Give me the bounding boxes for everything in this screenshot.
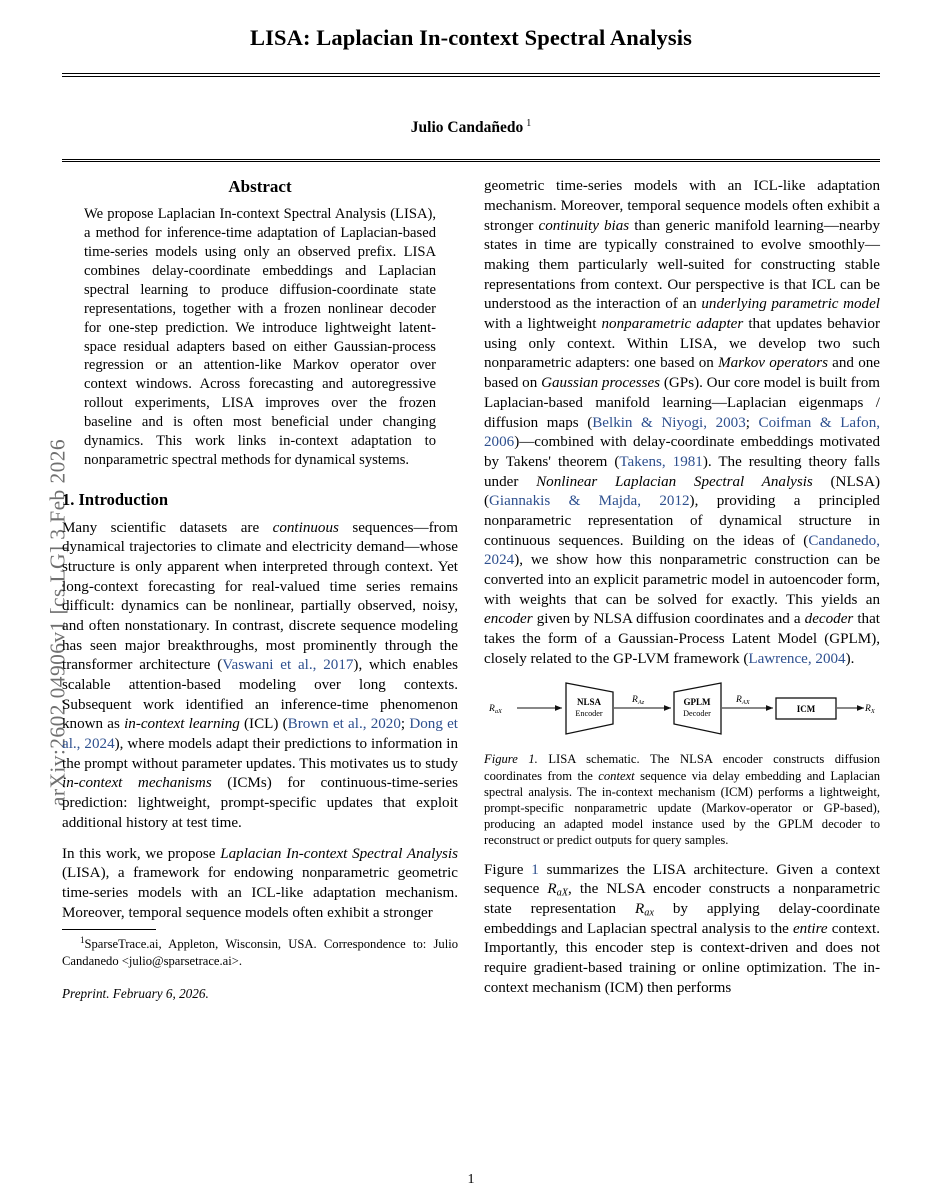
citation-link[interactable]: Dong et al., 2024 xyxy=(62,716,458,753)
text-run: than generic manifold learning—nearby states in time are typically constrained to evolve smoothly—making them particularly well-suited for constructing stable representations from context. Our perspective is that ICL can be understood as the interaction of an xyxy=(484,217,880,313)
footnote-indent-spacer xyxy=(62,937,80,951)
gplm-decoder-title: GPLM xyxy=(683,697,711,708)
text-run: Figure xyxy=(484,861,532,878)
text-run: (NLSA) ( xyxy=(484,473,880,510)
text-run: given by NLSA diffusion coordinates and a xyxy=(532,611,805,628)
emphasis-run: continuity bias xyxy=(538,217,630,234)
text-run: and one based on xyxy=(484,355,880,392)
intro-paragraph-1 xyxy=(62,519,458,834)
page-title: LISA: Laplacian In-context Spectral Analysis xyxy=(250,25,692,50)
figure-caption-emphasis: context xyxy=(598,768,635,783)
two-column-body xyxy=(62,177,880,1009)
text-run: ). The resulting theory falls under xyxy=(484,453,880,490)
diagram-mid-label-2: $R_{AX}$ xyxy=(736,695,750,707)
text-run: sequences—from dynamical trajectories to climate and electricity demand—whose structure is only apparent when interpreted through context. Yet long-context forecasting for real-valued time series remains difficult: dynamics can be nonlinear, partially observed, noisy, and often nonstationary. In contrast, discrete sequence modeling has seen major breakthroughs, most prominently through the transformer architecture ( xyxy=(62,519,458,674)
text-run: context. Importantly, this encoder step is context-driven and does not require gradient-based training or online optimization. The in-context mechanism (ICM) then performs xyxy=(484,920,880,996)
diagram-mid-label-1: $R_{Az}$ xyxy=(632,695,645,707)
emphasis-run: underlying parametric model xyxy=(701,296,880,313)
icm-title: ICM xyxy=(796,704,816,715)
footnote-mark: 1 xyxy=(80,935,85,946)
text-run: that updates behavior using only context. Within LISA, we develop two such nonparametric adapters: one based on xyxy=(484,316,881,372)
citation-link[interactable]: Lawrence, 2004 xyxy=(748,650,846,667)
inline-math-r-ax-lower: $R_{ax}$ xyxy=(635,900,654,919)
text-run: ; xyxy=(745,414,759,431)
author-name: Julio Candañedo xyxy=(410,118,524,136)
page-number: 1 xyxy=(467,1172,475,1187)
preprint-line: Preprint. February 6, 2026. xyxy=(62,985,209,1001)
footnote-text xyxy=(62,935,458,969)
author-affiliation-mark: 1 xyxy=(526,117,532,129)
author-rule xyxy=(62,159,880,163)
emphasis-run: Laplacian In-context Spectral Analysis xyxy=(220,845,459,862)
emphasis-run: Gaussian processes xyxy=(541,375,661,392)
inline-math-r-ax-upper: $R_{aX}$ xyxy=(547,881,568,899)
text-run: (ICL) ( xyxy=(239,716,288,733)
emphasis-run: continuous xyxy=(272,519,339,536)
citation-link[interactable]: Brown et al., 2020 xyxy=(287,716,401,733)
figure-1 xyxy=(484,680,880,747)
figure-label: Figure 1. xyxy=(484,752,538,767)
intro-paragraph-3 xyxy=(484,861,880,999)
abstract-text: We propose Laplacian In-context Spectral Analysis (LISA), a method for inference-time adaptation of Laplacian-based time-series models using only an observed prefix. LISA combines delay-coordinate embeddings and Laplacian spectral learning to produce diffusion-coordinate state representations, together with a frozen nonlinear decoder for one-step prediction. We introduce lightweight latent-space residual adapters based on either Gaussian-process regression or an attention-like Markov operator over context windows. Across forecasting and autoregressive rollout experiments, LISA improves over the frozen baseline and is often most beneficial under changing dynamics. This work links in-context adaptation to nonparametric spectral methods for dynamical systems. xyxy=(84,206,436,468)
citation-link[interactable]: Takens, 1981 xyxy=(619,453,703,470)
intro-paragraph-2-part-left xyxy=(62,845,458,924)
text-run: In this work, we propose xyxy=(62,845,221,862)
author-block xyxy=(62,118,880,137)
text-run: Many scientific datasets are xyxy=(62,519,273,536)
text-run: ; xyxy=(400,716,410,733)
right-column xyxy=(484,177,880,1009)
diagram-input-label: $R_{aX}$ xyxy=(489,704,502,716)
diagram-output-label: $R_X$ xyxy=(865,704,875,716)
gplm-decoder-subtitle: Decoder xyxy=(683,709,711,719)
text-run: by applying delay-coordinate embeddings and Laplacian spectral analysis to the xyxy=(484,900,880,937)
figure-caption-part-2: sequence via delay embedding and Laplacian spectral analysis. The in-context mechanism (ICM) performs a lightweight, prompt-specific nonparametric update (Markov-operator or GP-based), producing an adapted model instance used by the GPLM decoder to reconstruct or predict outputs for query samples. xyxy=(484,768,880,848)
intro-paragraph-2-continuation xyxy=(484,177,880,669)
citation-link[interactable]: Giannakis & Majda, 2012 xyxy=(489,493,690,510)
text-run: , the NLSA encoder constructs a nonparametric state representation xyxy=(484,881,880,917)
text-run: ), which enables scalable attention-based modeling over long contexts. Subsequent work identified an inference-time phenomenon known as xyxy=(62,657,459,733)
text-run-truncated: (LISA), a framework for endowing nonparametric geometric time-series models with an ICL-like adaptation mechanism. Moreover, temporal sequence models often exhibit a stronger xyxy=(62,865,458,921)
text-run: ). xyxy=(845,650,855,667)
abstract-heading: Abstract xyxy=(228,177,292,197)
page-content xyxy=(62,0,880,1200)
emphasis-run: Nonlinear Laplacian Spectral Analysis xyxy=(536,473,813,490)
nlsa-encoder-title: NLSA xyxy=(576,697,602,708)
figure-reference-link[interactable]: 1 xyxy=(531,861,539,878)
footnote-body: SparseTrace.ai, Appleton, Wisconsin, USA. Correspondence to: Julio Candanedo <julio@sparsetrace.ai>. xyxy=(62,937,458,968)
text-run: with a lightweight xyxy=(484,316,602,333)
citation-link[interactable]: Coifman & Lafon, 2006 xyxy=(484,414,881,451)
nlsa-encoder-subtitle: Encoder xyxy=(575,709,603,719)
arxiv-identifier-stamp: arXiv:2602.04906v1 [cs.LG] 3 Feb 2026 xyxy=(45,438,70,807)
text-run: ), where models adapt their predictions to information in the prompt without parameter updates. This motivates us to study xyxy=(62,736,458,772)
emphasis-run: entire xyxy=(792,920,828,937)
figure-1-caption xyxy=(484,751,880,848)
figure-caption-part-1: LISA schematic. The NLSA encoder constructs diffusion coordinates from the xyxy=(484,752,880,783)
emphasis-run: Markov operators xyxy=(718,355,828,372)
title-block xyxy=(62,0,880,162)
text-run: ), providing a principled nonparametric representation of dynamical structure in continuous sequences. Building on the ideas of ( xyxy=(484,493,880,549)
text-run: geometric time-series models with an ICL-like adaptation mechanism. Moreover, temporal sequence models often exhibit a stronger xyxy=(484,178,880,234)
emphasis-run: nonparametric adapter xyxy=(601,316,744,333)
text-run: that takes the form of a Gaussian-Process Latent Model (GPLM), closely related to the GP-LVM framework ( xyxy=(484,611,880,667)
citation-link[interactable]: Candanedo, 2024 xyxy=(484,532,880,569)
lisa-schematic-diagram xyxy=(484,680,880,742)
text-run: (GPs). Our core model is built from Laplacian-based manifold learning—Laplacian eigenmaps / diffusion maps ( xyxy=(484,375,880,431)
emphasis-run: decoder xyxy=(804,611,854,628)
introduction-heading: 1. Introduction xyxy=(62,489,169,509)
emphasis-run: in-context learning xyxy=(124,716,240,733)
emphasis-run: encoder xyxy=(484,611,533,628)
citation-link[interactable]: Vaswani et al., 2017 xyxy=(222,657,354,674)
footnote-area xyxy=(62,929,458,1002)
footnote-rule xyxy=(62,929,156,930)
text-run: summarizes the LISA architecture. Given a context sequence xyxy=(484,861,880,898)
emphasis-run: in-context mechanisms xyxy=(62,775,212,792)
text-run: ), we show how this nonparametric construction can be converted into an explicit parametric model in autoencoder form, with weights that can be solved for exactly. This yields an xyxy=(484,552,880,608)
text-run: )—combined with delay-coordinate embeddings motivated by Takens' theorem ( xyxy=(484,434,880,470)
text-run: (ICMs) for continuous-time-series prediction: lightweight, prompt-specific updates that exploit additional history at test time. xyxy=(62,775,458,831)
title-rule xyxy=(62,73,880,77)
citation-link[interactable]: Belkin & Niyogi, 2003 xyxy=(592,414,746,431)
left-column xyxy=(62,177,458,1009)
